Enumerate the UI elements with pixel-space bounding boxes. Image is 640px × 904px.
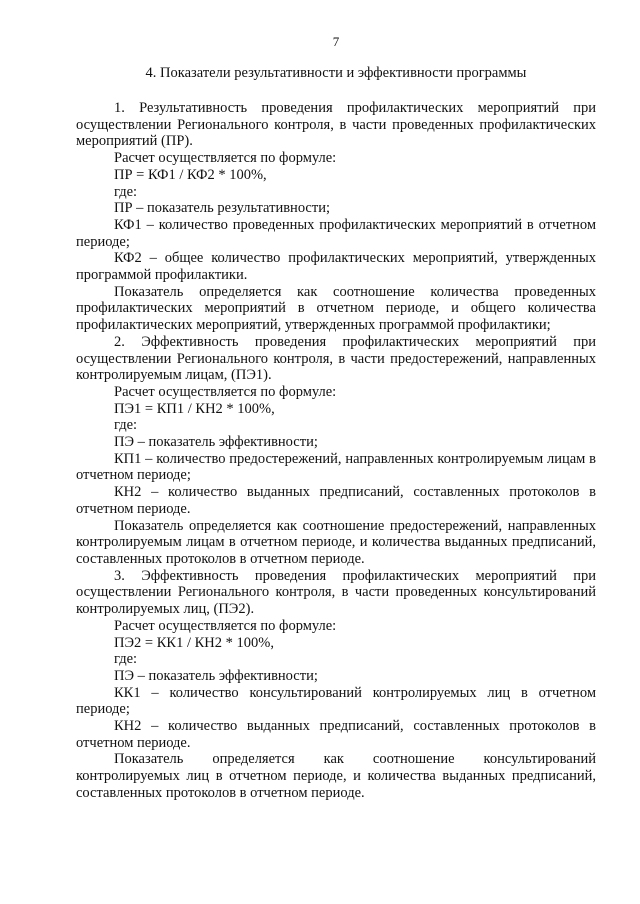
formula-pr: ПР = КФ1 / КФ2 * 100%, xyxy=(114,166,267,183)
indicator-explanation-pe2: Показатель определяется как соотношение консультирований контролируемых лиц в отчетном периоде, и количества выданных предписаний, составленных протоколов в отчетном периоде. xyxy=(76,751,596,801)
definition-kf2: КФ2 – общее количество профилактических мероприятий, утвержденных программой профилактики. xyxy=(76,250,596,284)
definition-kk1: КК1 – количество консультирований контролируемых лиц в отчетном периоде; xyxy=(76,684,596,718)
definition-kf1: КФ1 – количество проведенных профилактических мероприятий в отчетном периоде; xyxy=(76,216,596,250)
definition-pe: ПЭ – показатель эффективности; xyxy=(114,667,318,684)
page-number: 7 xyxy=(332,34,340,49)
paragraph-2-pe1-title: 2. Эффективность проведения профилактических мероприятий при осуществлении Регионального контроля, в части предостережений, направленных контролируемым лицам, (ПЭ1). xyxy=(76,333,596,384)
paragraph-1-pr-title: 1. Результативность проведения профилактических мероприятий при осуществлении Регионального контроля, в части проведенных профилактических мероприятий (ПР). xyxy=(76,100,596,150)
indicator-explanation-pe1: Показатель определяется как соотношение предостережений, направленных контролируемым лицам в отчетном периоде, и количества выданных предписаний, составленных протоколов в отчетном периоде. xyxy=(76,517,596,567)
definition-pe: ПЭ – показатель эффективности; xyxy=(114,434,318,451)
definition-kp1: КП1 – количество предостережений, направленных контролируемым лицам в отчетном периоде; xyxy=(76,450,596,484)
indicator-explanation-pr: Показатель определяется как соотношение количества проведенных профилактических мероприятий в отчетном периоде, и общего количества профилактических мероприятий, утвержденных программой профилактики; xyxy=(76,283,596,334)
formula-intro: Расчет осуществляется по формуле: xyxy=(114,617,337,634)
formula-pe2: ПЭ2 = КК1 / КН2 * 100%, xyxy=(114,634,274,651)
definition-kn2: КН2 – количество выданных предписаний, составленных протоколов в отчетном периоде. xyxy=(76,484,596,517)
document-body xyxy=(76,100,596,802)
formula-intro: Расчет осуществляется по формуле: xyxy=(114,383,337,400)
formula-intro: Расчет осуществляется по формуле: xyxy=(114,150,337,167)
definition-kn2: КН2 – количество выданных предписаний, составленных протоколов в отчетном периоде. xyxy=(76,718,596,751)
where-label: где: xyxy=(114,417,138,434)
where-label: где: xyxy=(114,183,138,200)
definition-pr: ПР – показатель результативности; xyxy=(114,200,330,217)
where-label: где: xyxy=(114,651,138,668)
paragraph-3-pe2-title: 3. Эффективность проведения профилактических мероприятий при осуществлении Регионального контроля, в части проведенных консультирований контролируемых лиц, (ПЭ2). xyxy=(76,567,596,618)
section-heading: 4. Показатели результативности и эффективности программы xyxy=(145,65,527,81)
formula-pe1: ПЭ1 = КП1 / КН2 * 100%, xyxy=(114,400,275,417)
